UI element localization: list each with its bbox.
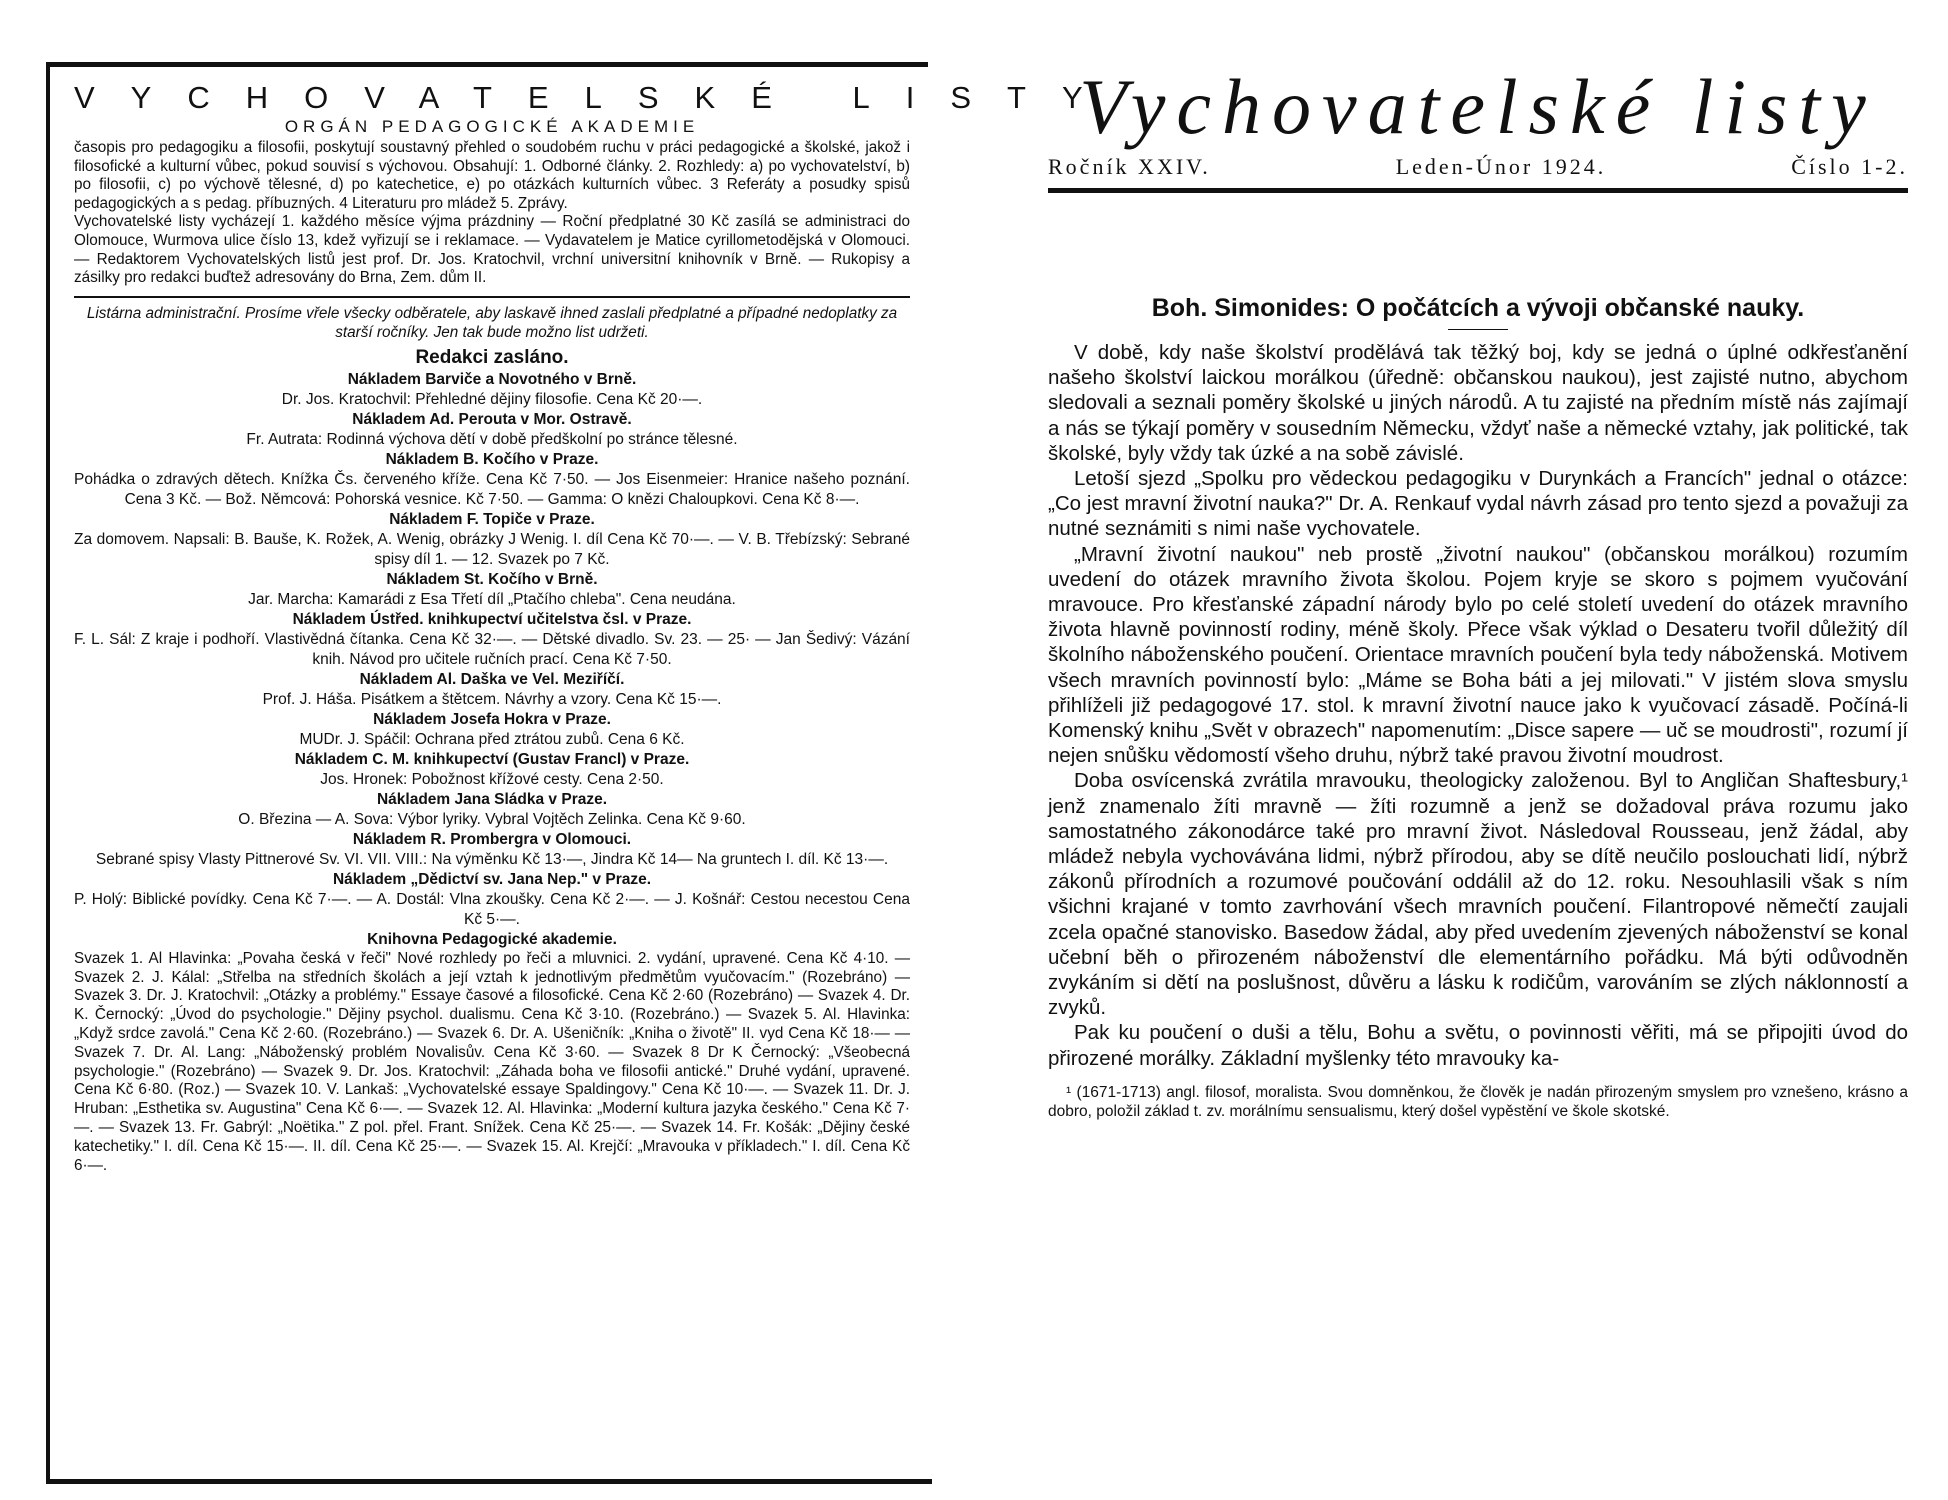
footnote	[1048, 1083, 1908, 1121]
publisher-entry	[74, 510, 910, 570]
footnote-text: ¹ (1671-1713) angl. filosof, moralista. Svou domněnkou, že člověk je nadán přirozeným smyslem pro vznešeno, krásno a dobro, položil základ t. zv. morálnímu sensualismu, který došel vypěstění ve škole skotské.	[1048, 1083, 1908, 1120]
publisher-heading: Nákladem St. Kočího v Brně.	[386, 570, 598, 588]
publisher-books: Sebrané spisy Vlasty Pittnerové Sv. VI. VII. VIII.: Na výměnku Kč 13·—, Jindra Kč 14— Na gruntech I. díl. Kč 13·—.	[95, 850, 889, 868]
publisher-books: Dr. Jos. Kratochvil: Přehledné dějiny filosofie. Cena Kč 20·—.	[281, 390, 703, 408]
publisher-books: Jos. Hronek: Pobožnost křížové cesty. Cena 2·50.	[320, 770, 664, 788]
section-divider	[74, 296, 910, 298]
left-frame	[46, 67, 1119, 1484]
intro-paragraph-1: časopis pro pedagogiku a filosofii, poskytují soustavný přehled o soudobém ruchu v práci pedagogické a školské, jakož i filosofické a kulturní vůbec, pokud souvisí s výchovou. Obsahují: 1. Odborné články. 2. Rozhledy: a) po vychovatelství, b) po filosofii, c) po výchově tělesné, d) po katechetice, e) po otázkách kulturních vůbec. 3 Referáty a posudky spisů pedagogických a s pedag. příbuzných. 4 Literaturu pro mládež 5. Zprávy.	[74, 139, 910, 212]
issue-date: Leden-Únor 1924.	[1395, 154, 1607, 179]
publisher-heading: Nákladem Jana Sládka v Praze.	[376, 790, 608, 808]
intro-paragraph-2: Vychovatelské listy vycházejí 1. každého měsíce výjma prázdniny — Roční předplatné 30 Kč zasílá se administraci do Olomouce, Wurmova ulice číslo 13, kdež vyřizují se i reklamace. — Vydavatelem je Matice cyrillometodějská v Olomouci. — Redaktorem Vychovatelských listů jest prof. Dr. Jos. Kratochvil, vrchní universitní knihovník v Brně. — Rukopisy a zásilky pro redakci buďtež adresovány do Brna, Zem. dům II.	[74, 213, 910, 287]
publisher-books: Fr. Autrata: Rodinná výchova dětí v době předškolní po stránce tělesné.	[246, 430, 738, 448]
publisher-heading: Nákladem Josefa Hokra v Praze.	[373, 710, 611, 728]
publisher-books: MUDr. J. Spáčil: Ochrana před ztrátou zubů. Cena 6 Kč.	[299, 730, 685, 748]
title-underline	[1448, 329, 1508, 330]
left-content	[74, 80, 1119, 1175]
publisher-entry	[74, 830, 910, 870]
article-body	[1048, 340, 1908, 1071]
publisher-heading: Nákladem „Dědictví sv. Jana Nep." v Praze.	[332, 870, 652, 888]
issue-meta	[1048, 154, 1908, 180]
volume-label: Ročník XXIV.	[1048, 154, 1211, 179]
listarna-notice: Listárna administrační. Prosíme vřele všecky odběratele, aby laskavě ihned zaslali předplatné a případné nedoplatky za starší ročníky. Jen tak bude možno list udržeti.	[86, 304, 898, 341]
masthead-subtitle: ORGÁN PEDAGOGICKÉ AKADEMIE	[284, 117, 700, 136]
header-rule	[1048, 188, 1908, 193]
right-page	[1048, 62, 1908, 1121]
publisher-heading: Nákladem Ústřed. knihkupectví učitelstva čsl. v Praze.	[292, 610, 692, 628]
article-paragraph: „Mravní životní naukou" neb prostě „životní naukou" (občanskou morálkou) rozumím uvedení do otázek mravního života školou. Pojem kryje se skoro s pojmem vyučování mravouce. Pro křesťanské západní národy bylo po celé století uvedení do otázek mravního života hlavně povinností rodiny, méně školy. Přece však výklad o Desateru tvořil důležitý díl školního náboženského poučení. Orientace mravních poučení byla tedy náboženská. Motivem všech mravních povinností bylo: „Máme se Boha báti a jej milovati." V jistém slova smyslu přihlíželi již pedagogové 17. stol. k mravní životní nauce jako k vyučovací zásadě. Počíná-li Komenský knihu „Svět v obrazech" napomenutím: „Disce sapere — uč se moudrosti", rozumí jí nejen snůšku vědomostí všeho druhu, nýbrž také pravou životní moudrost.	[1048, 542, 1908, 768]
publisher-heading: Nákladem Ad. Perouta v Mor. Ostravě.	[352, 410, 632, 428]
publisher-entry	[74, 930, 910, 950]
publisher-heading: Nákladem R. Prombergra v Olomouci.	[352, 830, 632, 848]
publisher-books: P. Holý: Biblické povídky. Cena Kč 7·—. — A. Dostál: Vlna zkoušky. Cena Kč 2·—. — J. Košnář: Cestou necestou Cena Kč 5·—.	[74, 890, 910, 928]
issue-number: Číslo 1-2.	[1791, 154, 1908, 179]
publisher-entry	[74, 710, 910, 750]
publisher-books: Pohádka o zdravých dětech. Knížka Čs. červeného kříže. Cena Kč 7·50. — Jos Eisenmeier: Hranice našeho poznání. Cena 3 Kč. — Bož. Němcová: Pohorská vesnice. Kč 7·50. — Gamma: O knězi Chaloupkovi. Cena Kč 8·—.	[74, 470, 910, 508]
article-paragraph: Pak ku poučení o duši a tělu, Bohu a světu, o povinnosti věřiti, má se připojiti úvod do přirozené morálky. Základní myšlenky této mravouky ka-	[1048, 1021, 1908, 1070]
publisher-entry	[74, 750, 910, 790]
masthead-title: VYCHOVATELSKÉ LISTY	[74, 80, 1119, 115]
publisher-heading: Nákladem C. M. knihkupectví (Gustav Francl) v Praze.	[294, 750, 690, 768]
publisher-heading: Nákladem Barviče a Novotného v Brně.	[347, 370, 637, 388]
bottom-rule	[50, 1479, 932, 1484]
article-paragraph: Letoší sjezd „Spolku pro vědeckou pedagogiku v Durynkách a Francích" jednal o otázce: „Co jest mravní životní nauka?" Dr. A. Renkauf vydal návrh zásad pro tento sjezd a považuji za nutné seznámiti s nimi naše vychovatele.	[1048, 467, 1908, 541]
publisher-entry	[74, 570, 910, 610]
publisher-heading: Nákladem B. Kočího v Praze.	[385, 450, 599, 468]
publisher-heading: Nákladem F. Topiče v Praze.	[389, 510, 595, 528]
article-paragraph: V době, kdy naše školství prodělává tak těžký boj, kdy se jedná o úplné odkřesťanění našeho školství laickou morálkou (úředně: občanskou naukou), jest zajisté nutno, abychom sledovali a seznali poměry školské u jiných národů. A tu zajisté na předním místě nás zajímají a nás se týkají poměry v sousedním Německu, vždyť naše a německé vztahy, jak politické, tak školské, byly vždy tak úzké a na sobě závislé.	[1048, 341, 1908, 465]
publisher-entry	[74, 370, 910, 410]
publisher-entry	[74, 410, 910, 450]
left-page	[38, 62, 1119, 1484]
redakci-heading: Redakci zasláno.	[415, 346, 569, 368]
publisher-list	[74, 370, 910, 950]
knihovna-heading: Knihovna Pedagogické akademie.	[367, 930, 617, 948]
article-paragraph: Doba osvícenská zvrátila mravouku, theologicky založenou. Byl to Angličan Shaftesbury,¹ jenž znamenalo žíti mravně — žíti rozumně a jenž se dožadoval práva rozumu jako samostatného zákonodárce také pro mravní život. Následoval Rousseau, jenž žádal, aby mládež nebyla vychovávána lidmi, nýbrž přírodou, aby se dítě neučilo poslouchati lidí, nýbrž zákonů přírodních a rozumové poučování oddálil až do 12. roku. Nesouhlasili však s ním všichni krajané v tomto zavrhování všech mravních poučení. Filantropové němečtí zaujali zcela opačné stanovisko. Basedow žádal, aby před uvedením zjevených náboženství se konal učební běh o přirozeném náboženství dle elementárního pořádku. Má býti odůvodněn zvykáním si dětí na poslušnost, důvěru a lásku k rodičům, varováním se zlých náklonností a zvyků.	[1048, 769, 1908, 1020]
publisher-books: O. Březina — A. Sova: Výbor lyriky. Vybral Vojtěch Zelinka. Cena Kč 9·60.	[238, 810, 746, 828]
publisher-heading: Nákladem Al. Daška ve Vel. Meziříčí.	[359, 670, 625, 688]
publisher-entry	[74, 450, 910, 510]
knihovna-list: Svazek 1. Al Hlavinka: „Povaha česká v řeči" Nové rozhledy po řeči a mluvnici. 2. vydání, upravené. Cena Kč 4·10. — Svazek 2. J. Kálal: „Střelba na středních školách a její vztah k jednotlivým předmětům vyučovacím." (Rozebráno) — Svazek 3. Dr. J. Kratochvil: „Otázky a problémy." Essaye časové a filosofické. Cena Kč 2·60 (Rozebráno) — Svazek 4. Dr. K. Černocký: „Úvod do psychologie." Dějiny psychol. dualismu. Cena Kč 3·10. (Rozebráno.) — Svazek 5. Al. Hlavinka: „Když srdce zavolá." Cena Kč 2·60. (Rozebráno.) — Svazek 6. Dr. A. Ušeničník: „Kniha o životě" II. vyd Cena Kč 18·— — Svazek 7. Dr. Al. Lang: „Náboženský problém Novalisův. Cena Kč 3·60. — Svazek 8 Dr K Černocký: „Všeobecná psychologie." (Rozebráno) — Svazek 9. Dr. Jos. Kratochvil: „Záhada boha ve filosofii antické." Druhé vydání, upravené. Cena Kč 6·80. (Roz.) — Svazek 10. V. Lankaš: „Vychovatelské essaye Spaldingovy." Cena Kč 10·—. — Svazek 11. Dr. J. Hruban: „Esthetika sv. Augustina" Cena Kč 6·—. — Svazek 12. Al. Hlavinka: „Moderní kultura jazyka českého." Cena Kč 7·—. — Svazek 13. Fr. Gabrýl: „Noëtika." Z pol. přel. Frant. Snížek. Cena Kč 25·—. — Svazek 14. Fr. Košák: „Dějiny české katechetiky." I. díl. Cena Kč 15·—. II. díl. Cena Kč 25·—. — Svazek 15. Al. Krejčí: „Mravouka v příkladech." I. díl. Cena Kč 6·—.	[74, 949, 910, 1174]
publisher-books: Jar. Marcha: Kamarádi z Esa Třetí díl „Ptačího chleba". Cena neudána.	[248, 590, 736, 608]
publisher-books: Prof. J. Háša. Pisátkem a štětcem. Návrhy a vzory. Cena Kč 15·—.	[262, 690, 722, 708]
publisher-books: F. L. Sál: Z kraje i podhoří. Vlastivědná čítanka. Cena Kč 32·—. — Dětské divadlo. Sv. 23. — 25· — Jan Šedivý: Vázání knih. Návod pro učitele ručních prací. Cena Kč 7·50.	[74, 630, 910, 668]
publisher-entry	[74, 790, 910, 830]
publisher-entry	[74, 870, 910, 930]
publisher-books: Za domovem. Napsali: B. Bauše, K. Rožek, A. Wenig, obrázky J Wenig. I. díl Cena Kč 70·—. — V. B. Třebízský: Sebrané spisy díl 1. — 12. Svazek po 7 Kč.	[74, 530, 910, 568]
journal-title: Vychovatelské listy	[1079, 63, 1877, 150]
article-title: Boh. Simonides: O počátcích a vývoji občanské nauky.	[1151, 294, 1805, 322]
publisher-entry	[74, 610, 910, 670]
publisher-entry	[74, 670, 910, 710]
